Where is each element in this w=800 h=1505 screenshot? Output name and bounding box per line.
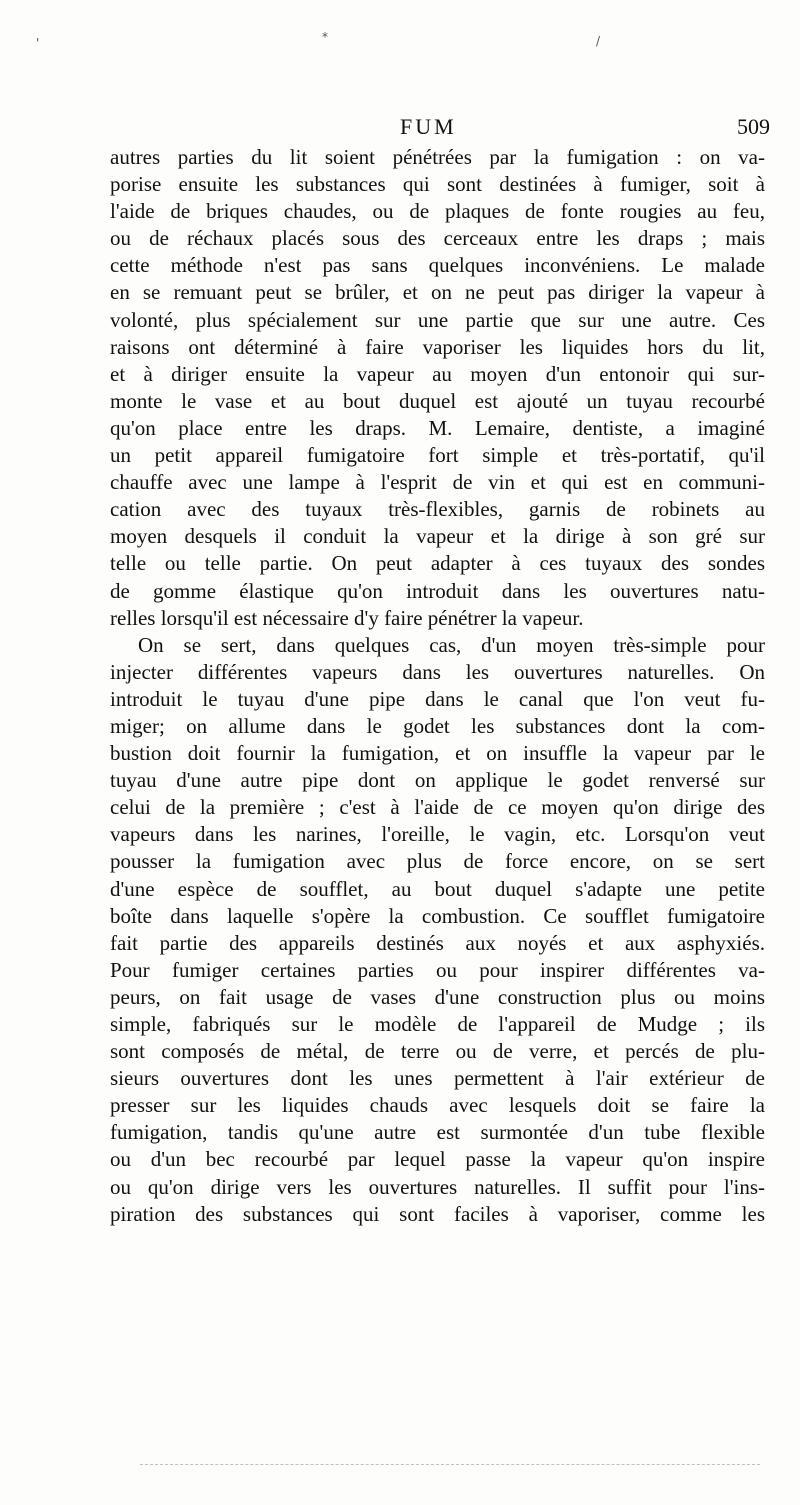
text-line: chauffe avec une lampe à l'esprit de vin et qui est en communi- xyxy=(110,470,765,495)
text-line: d'une espèce de soufflet, au bout duquel s'adapte une petite xyxy=(110,876,765,901)
text-line: celui de la première ; c'est à l'aide de ce moyen qu'on dirige des xyxy=(110,795,765,820)
text-line: porise ensuite les substances qui sont destinées à fumiger, soit à xyxy=(110,172,765,197)
text-line: fait partie des appareils destinés aux noyés et aux asphyxiés. xyxy=(110,930,765,955)
text-line: ou qu'on dirige vers les ouvertures naturelles. Il suffit pour l'ins- xyxy=(110,1174,765,1199)
margin-speck: * xyxy=(322,30,328,44)
bottom-print-rule xyxy=(140,1464,760,1465)
text-line: de gomme élastique qu'on introduit dans les ouvertures natu- xyxy=(110,578,765,603)
text-line: introduit le tuyau d'une pipe dans le canal que l'on veut fu- xyxy=(110,686,765,711)
text-line: cation avec des tuyaux très-flexibles, garnis de robinets au xyxy=(110,497,765,522)
text-line: piration des substances qui sont faciles à vaporiser, comme les xyxy=(110,1201,765,1226)
running-head: FUM xyxy=(400,114,457,139)
text-line: autres parties du lit soient pénétrées par la fumigation : on va- xyxy=(110,145,765,169)
text-line: l'aide de briques chaudes, ou de plaques de fonte rougies au feu, xyxy=(110,199,765,224)
margin-speck: / xyxy=(596,34,601,48)
text-line: Pour fumiger certaines parties ou pour inspirer différentes va- xyxy=(110,957,765,982)
text-line: ou de réchaux placés sous des cerceaux entre les draps ; mais xyxy=(110,226,765,251)
text-line: sieurs ouvertures dont les unes permettent à l'air extérieur de xyxy=(110,1066,765,1091)
text-line: moyen desquels il conduit la vapeur et la dirige à son gré sur xyxy=(110,524,765,549)
paragraph-1 xyxy=(110,144,765,632)
text-line: telle ou telle partie. On peut adapter à ces tuyaux des sondes xyxy=(110,551,765,576)
page-number: 509 xyxy=(737,114,770,139)
text-line: cette méthode n'est pas sans quelques inconvéniens. Le malade xyxy=(110,253,765,278)
text-line: et à diriger ensuite la vapeur au moyen d'un entonoir qui sur- xyxy=(110,361,765,386)
text-line: relles lorsqu'il est nécessaire d'y faire pénétrer la vapeur. xyxy=(110,605,584,630)
body-text xyxy=(110,144,765,1228)
text-line: en se remuant peut se brûler, et on ne peut pas diriger la vapeur à xyxy=(110,280,765,305)
page-header xyxy=(110,114,770,142)
text-line: un petit appareil fumigatoire fort simple et très-portatif, qu'il xyxy=(110,443,765,468)
text-line: fumigation, tandis qu'une autre est surmontée d'un tube flexible xyxy=(110,1120,765,1145)
margin-speck: ' xyxy=(36,36,40,50)
text-line: pousser la fumigation avec plus de force encore, on se sert xyxy=(110,849,765,874)
text-line: injecter différentes vapeurs dans les ouvertures naturelles. On xyxy=(110,659,765,684)
text-line: raisons ont déterminé à faire vaporiser les liquides hors du lit, xyxy=(110,334,765,359)
text-line: ou d'un bec recourbé par lequel passe la vapeur qu'on inspire xyxy=(110,1147,765,1172)
text-line: simple, fabriqués sur le modèle de l'appareil de Mudge ; ils xyxy=(110,1012,765,1036)
text-line: peurs, on fait usage de vases d'une construction plus ou moins xyxy=(110,984,765,1009)
text-line: tuyau d'une autre pipe dont on applique le godet renversé sur xyxy=(110,768,765,793)
paragraph-2 xyxy=(110,632,765,1228)
text-line: bustion doit fournir la fumigation, et on insuffle la vapeur par le xyxy=(110,741,765,766)
text-line: presser sur les liquides chauds avec lesquels doit se faire la xyxy=(110,1093,765,1118)
text-line: sont composés de métal, de terre ou de verre, et percés de plu- xyxy=(110,1039,765,1064)
text-line: vapeurs dans les narines, l'oreille, le vagin, etc. Lorsqu'on veut xyxy=(110,822,765,847)
text-line: qu'on place entre les draps. M. Lemaire, dentiste, a imaginé xyxy=(110,415,765,440)
text-line: miger; on allume dans le godet les substances dont la com- xyxy=(110,713,765,738)
text-line: volonté, plus spécialement sur une partie que sur une autre. Ces xyxy=(110,307,765,332)
text-line: boîte dans laquelle s'opère la combustion. Ce soufflet fumigatoire xyxy=(110,903,765,928)
text-line: On se sert, dans quelques cas, d'un moyen très-simple pour xyxy=(138,632,765,657)
text-line: monte le vase et au bout duquel est ajouté un tuyau recourbé xyxy=(110,388,765,413)
